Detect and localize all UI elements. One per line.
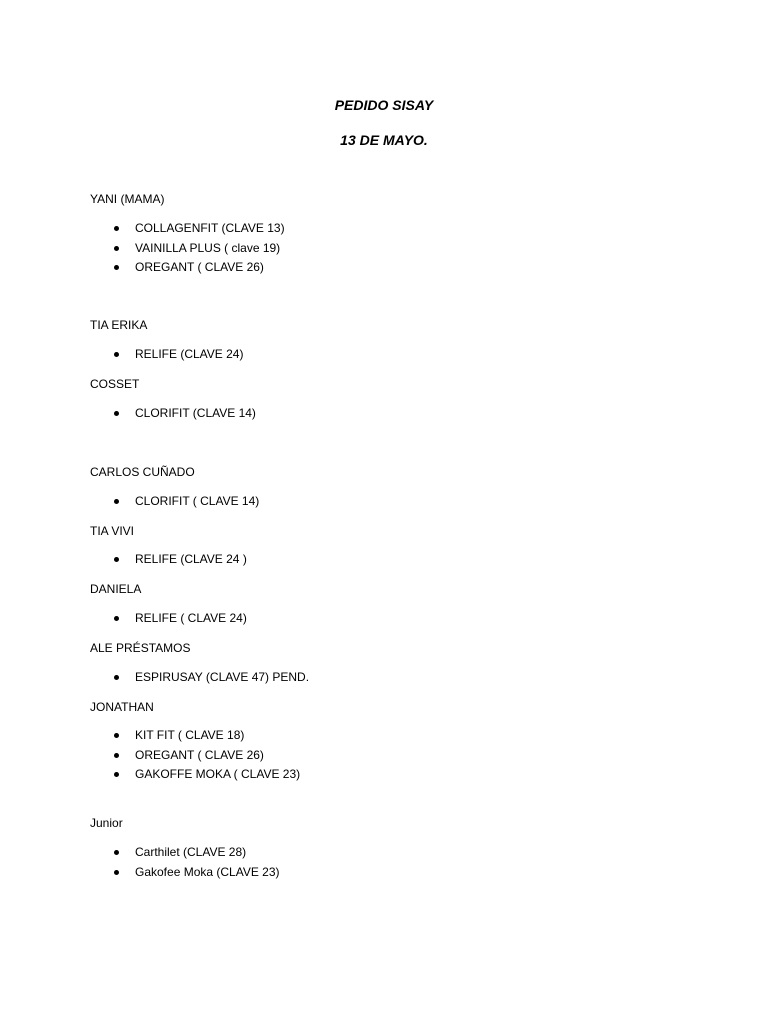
person-name: YANI (MAMA) [90,192,165,206]
order-list [90,345,243,365]
order-list [90,843,280,882]
order-list [90,492,259,512]
person-name: TIA VIVI [90,524,135,538]
order-item: RELIFE (CLAVE 24 ) [90,550,247,570]
order-list [90,609,247,629]
person-name: TIA ERIKA [90,318,148,332]
order-list [90,550,247,570]
document-date: 13 DE MAYO. [340,132,428,148]
order-item: KIT FIT ( CLAVE 18) [90,726,300,746]
order-item: ESPIRUSAY (CLAVE 47) PEND. [90,668,309,688]
order-item: Carthilet (CLAVE 28) [90,843,280,863]
order-list [90,219,285,278]
order-list [90,668,309,688]
order-item: OREGANT ( CLAVE 26) [90,258,285,278]
person-name: CARLOS CUÑADO [90,465,195,479]
order-item: OREGANT ( CLAVE 26) [90,746,300,766]
order-item: VAINILLA PLUS ( clave 19) [90,239,285,259]
order-item: CLORIFIT (CLAVE 14) [90,404,256,424]
person-name: ALE PRÉSTAMOS [90,641,191,655]
order-item: COLLAGENFIT (CLAVE 13) [90,219,285,239]
person-name: DANIELA [90,582,142,596]
order-item: RELIFE ( CLAVE 24) [90,609,247,629]
person-name: JONATHAN [90,700,154,714]
order-item: Gakofee Moka (CLAVE 23) [90,863,280,883]
document-title: PEDIDO SISAY [334,97,434,113]
order-list [90,404,256,424]
order-item: GAKOFFE MOKA ( CLAVE 23) [90,765,300,785]
person-name: Junior [90,816,123,830]
order-list [90,726,300,785]
order-item: RELIFE (CLAVE 24) [90,345,243,365]
order-item: CLORIFIT ( CLAVE 14) [90,492,259,512]
person-name: COSSET [90,377,140,391]
